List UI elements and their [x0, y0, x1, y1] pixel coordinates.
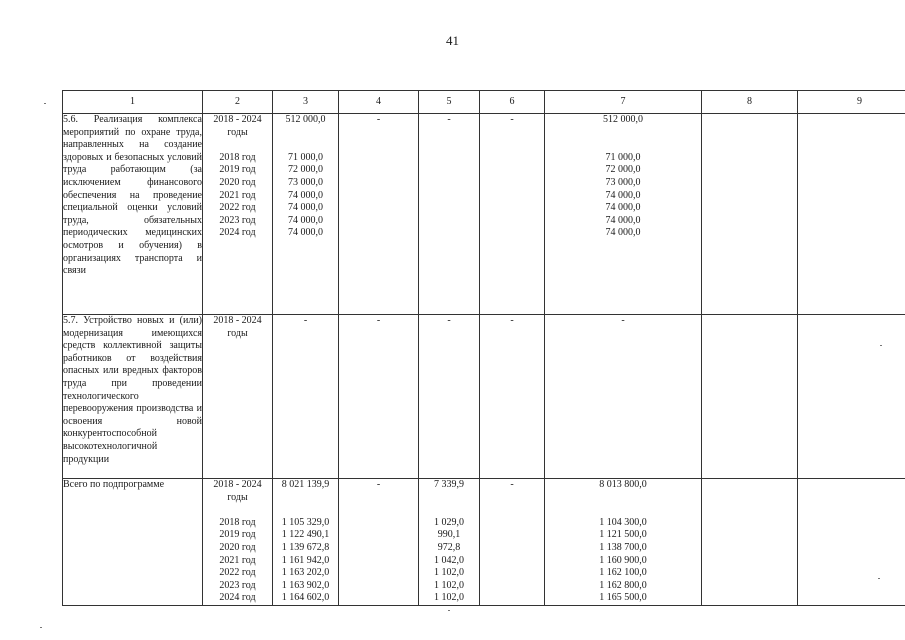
row-name: Всего по подпрограмме [63, 479, 203, 606]
year-value: 72 000,0 [288, 164, 323, 176]
table-row [63, 315, 905, 479]
year-value: 1 102,0 [434, 592, 464, 604]
year-value: 74 000,0 [288, 189, 323, 201]
dash-value: - [510, 114, 514, 125]
year-value: 1 162 100,0 [599, 567, 647, 579]
year-value: 1 160 900,0 [599, 554, 647, 566]
column-header: 6 [480, 91, 545, 114]
scan-speck [40, 627, 42, 628]
row-name: 5.7. Устройство новых и (или) модернизация имеющихся средств коллективной защиты работников от воздействия опасных или вредных факторов труда при проведении технологического перевооружения производства и освоения новой конкурентоспособной высокотехнологичной продукции [63, 315, 203, 479]
col6-cell [480, 315, 545, 479]
period-title-part: 2018 - 2024 [213, 315, 262, 326]
year-value: 1 104 300,0 [599, 516, 647, 528]
year-value: 1 042,0 [434, 554, 464, 566]
year-label: 2023 год [219, 214, 256, 226]
year-value: 71 000,0 [605, 151, 641, 163]
year-value: 1 122 490,1 [281, 529, 330, 541]
dash-value: - [447, 315, 451, 326]
year-value: 74 000,0 [288, 214, 323, 226]
year-value: 1 165 500,0 [599, 592, 647, 604]
year-value: 73 000,0 [605, 176, 641, 188]
year-label: 2020 год [219, 541, 256, 553]
dash-value: - [510, 479, 514, 490]
year-value: 990,1 [437, 529, 461, 541]
col8-cell [702, 315, 798, 479]
column-header: 5 [419, 91, 480, 114]
col3-cell [273, 479, 339, 606]
dash-value: - [376, 315, 381, 326]
column-header: 7 [545, 91, 702, 114]
year-value: 73 000,0 [288, 176, 323, 188]
dash-value: - [376, 479, 381, 490]
year-value: 72 000,0 [605, 164, 641, 176]
year-label: 2018 год [219, 151, 256, 163]
period-title-part: годы [227, 327, 248, 339]
year-value: 1 121 500,0 [599, 529, 647, 541]
year-label: 2022 год [219, 202, 256, 214]
year-label: 2021 год [219, 554, 256, 566]
year-value: 1 138 700,0 [599, 541, 647, 553]
dash-value: - [303, 315, 308, 326]
column-header: 3 [273, 91, 339, 114]
year-value: 74 000,0 [605, 189, 641, 201]
year-label: 2019 год [219, 529, 256, 541]
page-number: 41 [446, 33, 459, 48]
col7-cell [545, 315, 702, 479]
scan-speck [448, 610, 450, 611]
year-label: 2018 год [219, 516, 256, 528]
year-value: 74 000,0 [288, 202, 323, 214]
year-value: 1 161 942,0 [281, 554, 330, 566]
col4-cell [339, 315, 419, 479]
table-row [63, 479, 905, 606]
year-value: 71 000,0 [288, 151, 323, 163]
column-header: 9 [798, 91, 905, 114]
period-cell [203, 114, 273, 315]
scan-speck [878, 578, 880, 579]
col4-cell [339, 114, 419, 315]
dash-value: - [510, 315, 514, 326]
col8-cell [702, 479, 798, 606]
year-value: 1 102,0 [434, 567, 464, 579]
column-header: 8 [702, 91, 798, 114]
total-value: 8 021 139,9 [281, 479, 330, 490]
year-value: 1 164 602,0 [281, 592, 330, 604]
period-title-part: годы [227, 491, 248, 503]
year-value: 74 000,0 [605, 202, 641, 214]
col7-cell [545, 479, 702, 606]
period-cell [203, 315, 273, 479]
total-value: 8 013 800,0 [599, 479, 647, 490]
col5-cell [419, 114, 480, 315]
header-row [63, 91, 905, 114]
year-label: 2024 год [219, 227, 256, 239]
budget-table [62, 90, 905, 606]
scan-speck [44, 103, 46, 104]
year-value: 1 163 902,0 [281, 579, 330, 591]
period-title-part: 2018 - 2024 [213, 479, 262, 490]
col6-cell [480, 114, 545, 315]
year-value: 1 029,0 [434, 516, 464, 528]
scan-speck [880, 345, 882, 346]
year-value: 1 105 329,0 [281, 516, 330, 528]
year-label: 2024 год [219, 592, 256, 604]
year-value: 1 102,0 [434, 579, 464, 591]
year-value: 1 163 202,0 [281, 567, 330, 579]
table-row [63, 114, 905, 315]
column-header: 4 [339, 91, 419, 114]
dash-value: - [621, 315, 625, 326]
year-value: 74 000,0 [288, 227, 323, 239]
col6-cell [480, 479, 545, 606]
dash-value: - [447, 114, 451, 125]
col7-cell [545, 114, 702, 315]
col9-cell [798, 114, 905, 315]
year-value: 74 000,0 [605, 227, 641, 239]
year-label: 2021 год [219, 189, 256, 201]
col5-cell [419, 315, 480, 479]
year-value: 74 000,0 [605, 214, 641, 226]
total-value: 7 339,9 [434, 479, 464, 490]
col9-cell [798, 315, 905, 479]
col9-cell [798, 479, 905, 606]
col5-cell [419, 479, 480, 606]
column-header: 2 [203, 91, 273, 114]
year-value: 972,8 [437, 541, 461, 553]
col3-cell [273, 315, 339, 479]
total-value: 512 000,0 [603, 114, 643, 125]
year-label: 2022 год [219, 567, 256, 579]
period-title-part: 2018 - 2024 [213, 114, 262, 125]
year-label: 2019 год [219, 164, 256, 176]
col4-cell [339, 479, 419, 606]
row-name: 5.6. Реализация комплекса мероприятий по охране труда, направленных на создание здоровых и безопасных условий труда работающим (за исключением финансового обеспечения на проведение специальной оценки условий труда, обязательных периодических медицинских осмотров и обучения) в организациях транспорта и связи [63, 114, 203, 315]
year-label: 2023 год [219, 579, 256, 591]
col3-cell [273, 114, 339, 315]
year-value: 1 139 672,8 [281, 541, 330, 553]
year-value: 1 162 800,0 [599, 579, 647, 591]
dash-value: - [376, 114, 381, 125]
total-value: 512 000,0 [285, 114, 326, 125]
col8-cell [702, 114, 798, 315]
period-cell [203, 479, 273, 606]
period-title-part: годы [227, 126, 248, 138]
column-header: 1 [63, 91, 203, 114]
year-label: 2020 год [219, 176, 256, 188]
